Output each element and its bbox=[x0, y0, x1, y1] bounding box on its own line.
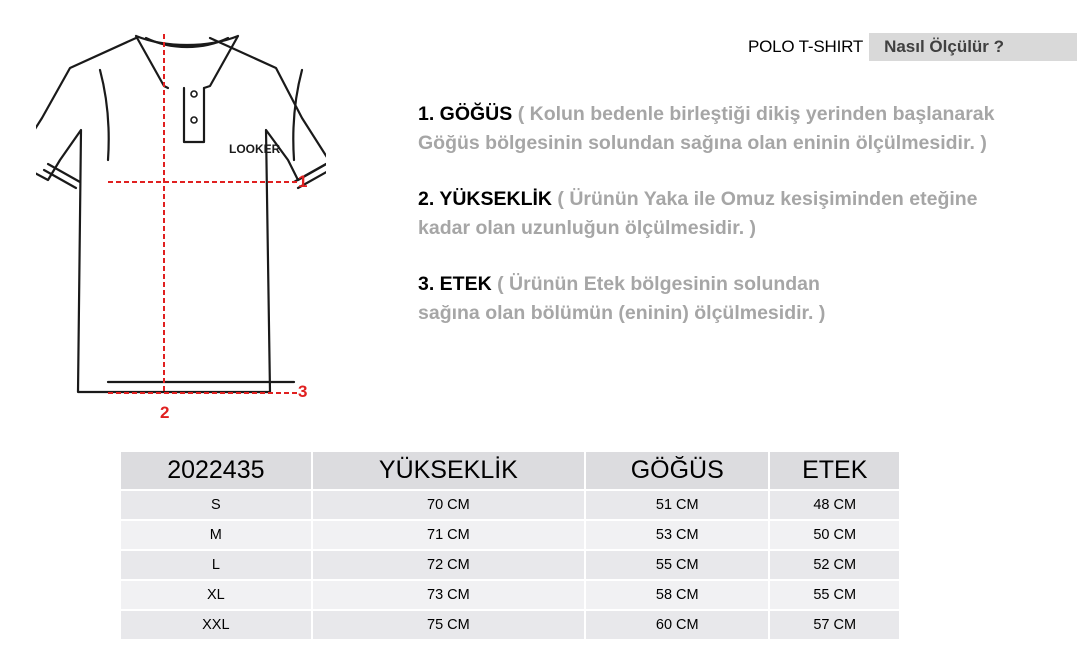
placket bbox=[184, 88, 204, 142]
table-row bbox=[121, 550, 900, 580]
size-cell: XXL bbox=[121, 610, 312, 640]
chest-cell: 55 CM bbox=[585, 550, 769, 580]
description-hem bbox=[418, 270, 1058, 328]
marker-1: 1 bbox=[298, 172, 308, 191]
header-chest: GÖĞÜS bbox=[585, 452, 769, 490]
shirt-body-outline bbox=[36, 38, 326, 392]
marker-2: 2 bbox=[160, 403, 170, 422]
table-header-row bbox=[121, 452, 900, 490]
table-row bbox=[121, 610, 900, 640]
size-table bbox=[121, 452, 901, 641]
product-title: POLO T-SHIRT bbox=[748, 37, 864, 56]
height-cell: 70 CM bbox=[312, 490, 585, 520]
placket-button-bottom bbox=[191, 117, 197, 123]
header-height: YÜKSEKLİK bbox=[312, 452, 585, 490]
description-text: ( Ürünün Yaka ile Omuz kesişiminden eteğine bbox=[552, 188, 978, 210]
height-cell: 75 CM bbox=[312, 610, 585, 640]
size-cell: M bbox=[121, 520, 312, 550]
hem-cell: 52 CM bbox=[769, 550, 900, 580]
marker-3: 3 bbox=[298, 382, 308, 401]
height-cell: 73 CM bbox=[312, 580, 585, 610]
description-text: Göğüs bölgesinin solundan sağına olan eninin ölçülmesidir. ) bbox=[418, 132, 987, 154]
hem-cell: 50 CM bbox=[769, 520, 900, 550]
table-row bbox=[121, 490, 900, 520]
measurement-descriptions bbox=[418, 100, 1058, 355]
how-to-measure-label: Nasıl Ölçülür ? bbox=[869, 33, 1077, 61]
chest-cell: 58 CM bbox=[585, 580, 769, 610]
description-lead: 1. GÖĞÜS bbox=[418, 103, 513, 125]
hem-cell: 57 CM bbox=[769, 610, 900, 640]
description-text: ( Kolun bedenle birleştiği dikiş yerinden başlanarak bbox=[512, 103, 995, 125]
polo-shirt-diagram bbox=[36, 30, 326, 430]
header bbox=[748, 33, 1077, 61]
hem-cell: 55 CM bbox=[769, 580, 900, 610]
hem-cell: 48 CM bbox=[769, 490, 900, 520]
side-seam-left bbox=[100, 70, 109, 160]
chest-cell: 51 CM bbox=[585, 490, 769, 520]
chest-cell: 53 CM bbox=[585, 520, 769, 550]
placket-button-top bbox=[191, 91, 197, 97]
description-lead: 3. ETEK bbox=[418, 273, 492, 295]
brand-logo: LOOKER bbox=[229, 142, 281, 156]
chest-cell: 60 CM bbox=[585, 610, 769, 640]
size-cell: L bbox=[121, 550, 312, 580]
size-cell: S bbox=[121, 490, 312, 520]
description-text: ( Ürünün Etek bölgesinin solundan bbox=[491, 273, 820, 295]
size-cell: XL bbox=[121, 580, 312, 610]
header-hem: ETEK bbox=[769, 452, 900, 490]
description-lead: 2. YÜKSEKLİK bbox=[418, 188, 553, 210]
description-chest bbox=[418, 100, 1058, 158]
table-row bbox=[121, 580, 900, 610]
header-product-code: 2022435 bbox=[121, 452, 312, 490]
description-text: sağına olan bölümün (eninin) ölçülmesidir. ) bbox=[418, 302, 826, 324]
height-cell: 72 CM bbox=[312, 550, 585, 580]
description-text: kadar olan uzunluğun ölçülmesidir. ) bbox=[418, 217, 757, 239]
description-height bbox=[418, 185, 1058, 243]
table-row bbox=[121, 520, 900, 550]
height-cell: 71 CM bbox=[312, 520, 585, 550]
